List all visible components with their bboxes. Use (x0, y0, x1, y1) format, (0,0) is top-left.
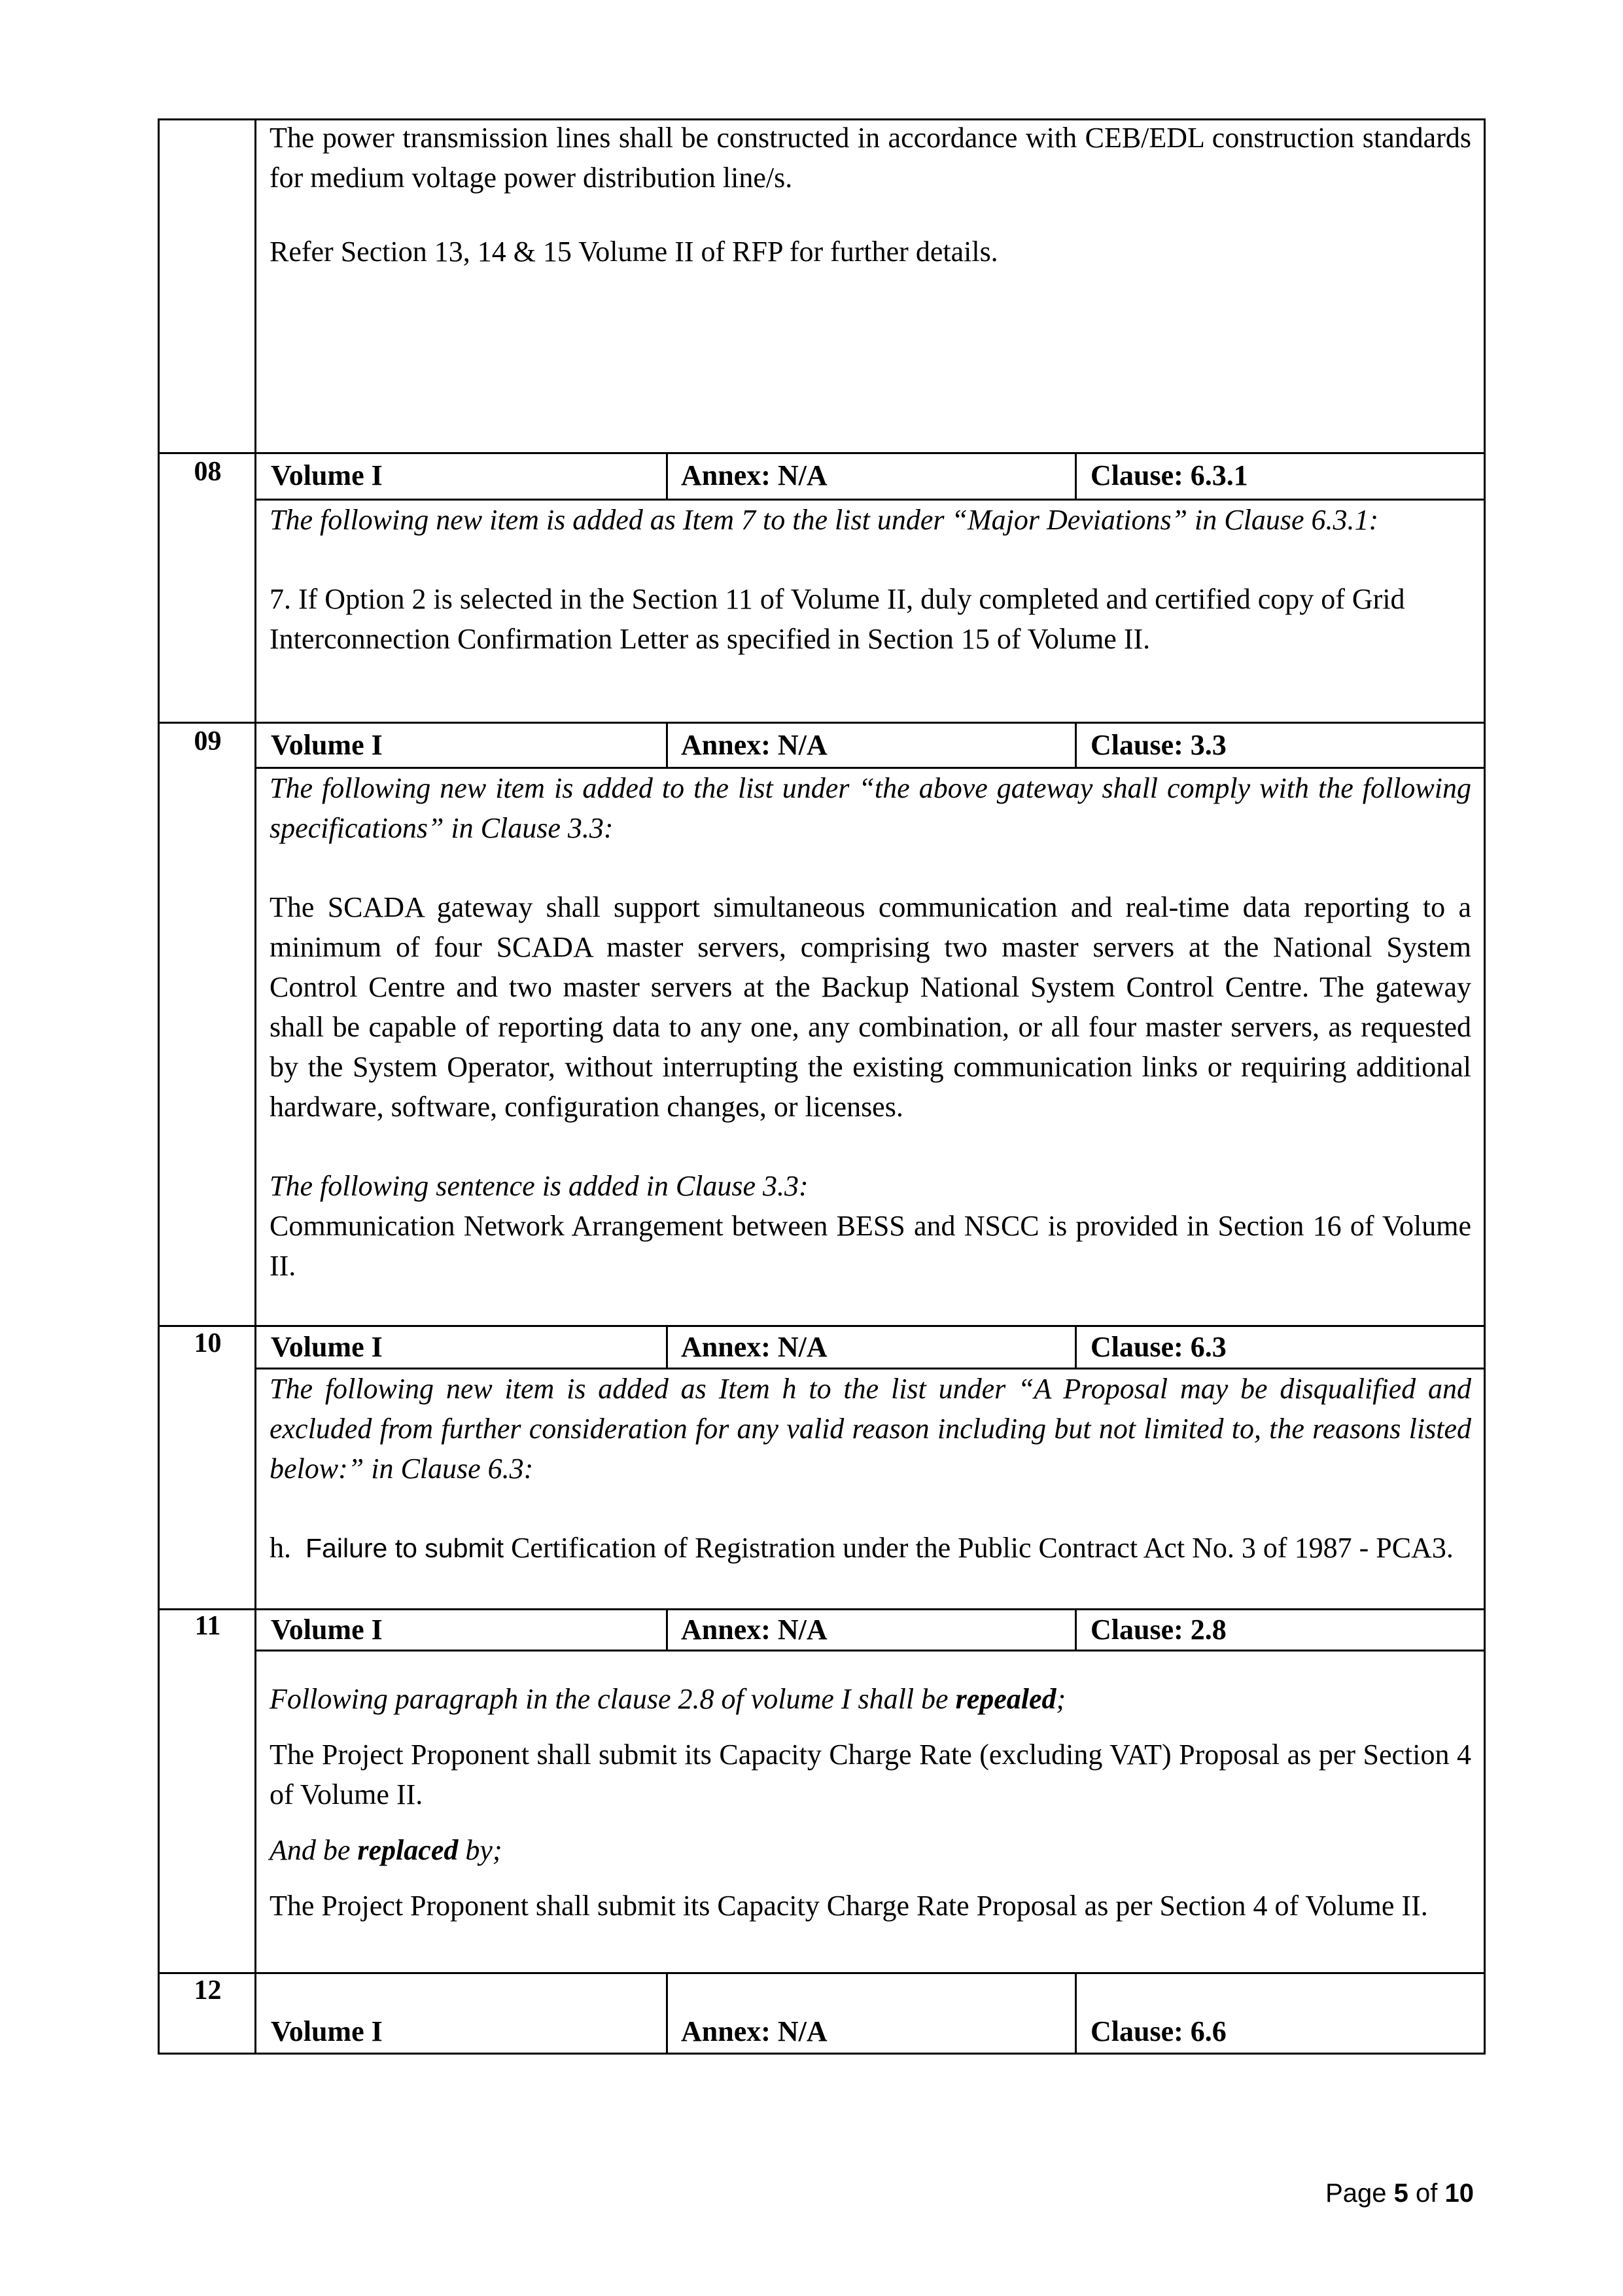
row09-intro: The following new item is added to the list under “the above gateway shall comply with the following specifications” in Clause 3.3: (270, 772, 1471, 844)
row11-replaced-tail: by; (458, 1834, 502, 1866)
power-line-standards-text: The power transmission lines shall be constructed in accordance with CEB/EDL construction standards for medium voltage power distribution line/s. (270, 122, 1471, 194)
row08-intro: The following new item is added as Item 7 to the list under “Major Deviations” in Clause 6.3.1: (270, 504, 1379, 536)
row11-replaced-line (270, 1830, 1471, 1870)
volume-label: Volume I (271, 459, 383, 491)
row10-content (270, 1369, 1471, 1568)
table-left-border (158, 118, 160, 2055)
row11-content (270, 1679, 1471, 1926)
table-number-column-border (254, 118, 256, 2055)
volume-label: Volume I (271, 1331, 383, 1363)
row10-item-rest: Certification of Registration under the Public Contract Act No. 3 of 1987 - PCA3. (504, 1532, 1454, 1564)
row09-content (270, 768, 1471, 1286)
row-number: 08 (194, 457, 222, 487)
table-right-border (1484, 118, 1486, 2055)
row-number: 12 (194, 1975, 222, 2005)
row10-item-prefix: h. (270, 1532, 305, 1564)
row08-item: 7. If Option 2 is selected in the Section 11 of Volume II, duly completed and certified copy of Grid Interconnection Confirmation Letter as specified in Section 15 of Volume II. (270, 583, 1405, 655)
row11-repealed-line (270, 1679, 1471, 1719)
row12-header-sep-1 (666, 1972, 668, 2055)
row09-header-sep-2 (1075, 722, 1077, 769)
volume-label: Volume I (271, 729, 383, 761)
row10-header-sep-2 (1075, 1325, 1077, 1369)
page-current: 5 (1393, 2179, 1408, 2208)
clause-label: Clause: 6.6 (1091, 2015, 1227, 2047)
annex-label: Annex: N/A (681, 1331, 828, 1363)
clause-label: Clause: 6.3.1 (1091, 459, 1248, 491)
row10-item-sans: Failure to submit (305, 1533, 504, 1563)
row-number: 10 (194, 1328, 222, 1358)
clause-label: Clause: 6.3 (1091, 1331, 1227, 1363)
annex-label: Annex: N/A (681, 459, 828, 491)
refer-sections-text: Refer Section 13, 14 & 15 Volume II of RFP for further details. (270, 236, 998, 268)
row11-header-bottom (254, 1650, 1486, 1651)
row08-header-sep-1 (666, 452, 668, 501)
repealed-word: repealed (955, 1683, 1056, 1715)
row11-new-paragraph: The Project Proponent shall submit its Capacity Charge Rate Proposal as per Section 4 of Volume II. (270, 1890, 1428, 1922)
row-number: 11 (194, 1611, 221, 1641)
row09-intro2: The following sentence is added in Clause 3.3: (270, 1170, 809, 1202)
row10-top-border (158, 1325, 1486, 1327)
row10-item (270, 1528, 1471, 1568)
page-total: 10 (1444, 2179, 1474, 2208)
clause-label: Clause: 2.8 (1091, 1614, 1227, 1646)
row10-header-sep-1 (666, 1325, 668, 1369)
row12-top-border (158, 1972, 1486, 1974)
annex-label: Annex: N/A (681, 729, 828, 761)
row08-header-sep-2 (1075, 452, 1077, 501)
volume-label: Volume I (271, 1614, 383, 1646)
row11-repealed-text: Following paragraph in the clause 2.8 of volume I shall be (270, 1683, 956, 1715)
row11-header-sep-2 (1075, 1608, 1077, 1651)
clause-label: Clause: 3.3 (1091, 729, 1227, 761)
row10-intro: The following new item is added as Item h to the list under “A Proposal may be disqualified and excluded from further consideration for any valid reason including but not limited to, the reasons listed below:” in Clause 6.3: (270, 1373, 1471, 1485)
row11-old-paragraph: The Project Proponent shall submit its Capacity Charge Rate (excluding VAT) Proposal as per Section 4 of Volume II. (270, 1739, 1471, 1810)
row09-network-paragraph: Communication Network Arrangement between BESS and NSCC is provided in Section 16 of Volume II. (270, 1210, 1471, 1282)
annex-label: Annex: N/A (681, 1614, 828, 1646)
row09-top-border (158, 722, 1486, 724)
table-bottom-border (158, 2053, 1486, 2055)
row11-header-sep-1 (666, 1608, 668, 1651)
of-word: of (1416, 2179, 1438, 2208)
row12-header-sep-2 (1075, 1972, 1077, 2055)
row09-header-sep-1 (666, 722, 668, 769)
row11-repealed-punct: ; (1056, 1683, 1066, 1715)
volume-label: Volume I (271, 2015, 383, 2047)
row08-content (270, 500, 1471, 659)
page-word: Page (1325, 2179, 1387, 2208)
annex-label: Annex: N/A (681, 2015, 828, 2047)
row-number: 09 (194, 726, 222, 756)
replaced-word: replaced (357, 1834, 459, 1866)
top-block-text (270, 118, 1471, 272)
row09-scada-paragraph: The SCADA gateway shall support simultaneous communication and real-time data reporting to a minimum of four SCADA master servers, comprising two master servers at the National System Control Centre and two master servers at the Backup National System Control Centre. The gateway shall be capable of reporting data to any one, any combination, or all four master servers, as requested by the System Operator, without interrupting the existing communication links or requiring additional hardware, software, configuration changes, or licenses. (270, 891, 1471, 1123)
page-footer (1325, 2179, 1474, 2208)
row11-replaced-text: And be (270, 1834, 358, 1866)
row08-top-border (158, 452, 1486, 454)
